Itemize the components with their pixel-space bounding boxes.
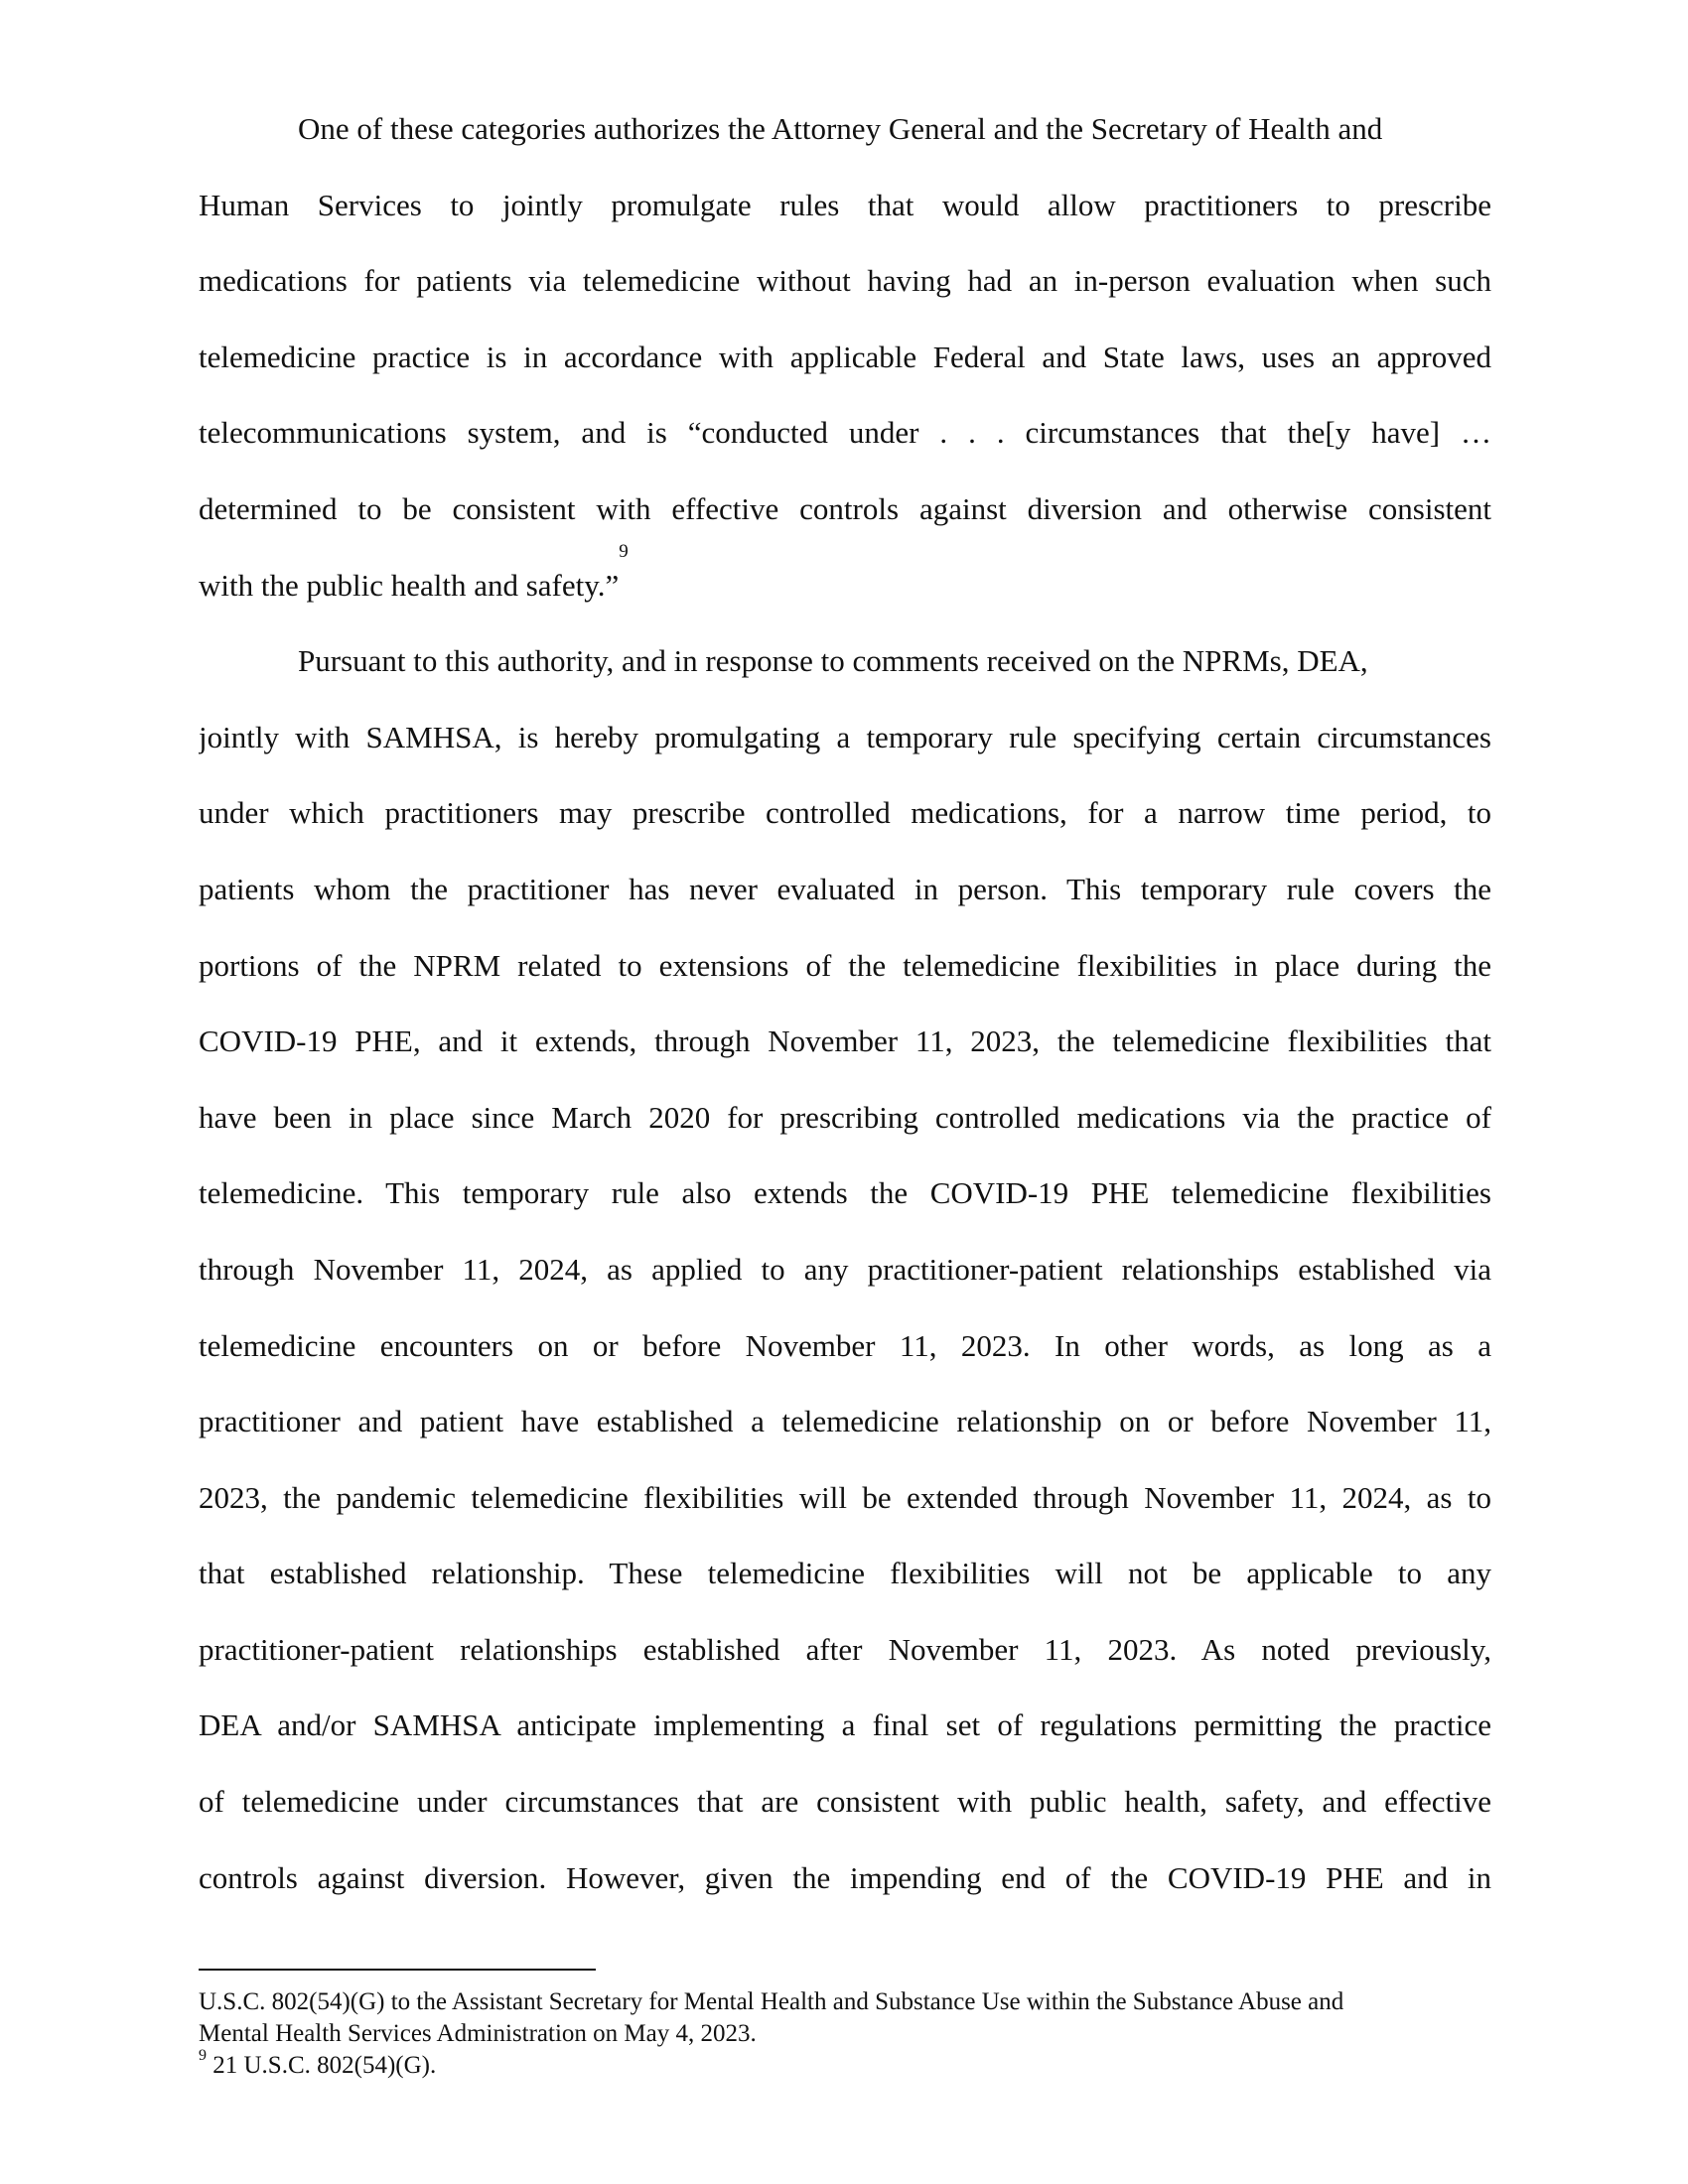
text-line: patients whom the practitioner has never evaluated in person. This temporary rule covers the: [199, 871, 1491, 906]
footnote-reference: 9: [619, 540, 629, 562]
footnote-separator: [199, 1969, 596, 1971]
text-line: Pursuant to this authority, and in response to comments received on the NPRMs, DEA,: [298, 643, 1368, 679]
text-line: Human Services to jointly promulgate rules that would allow practitioners to prescribe: [199, 187, 1491, 222]
text-line: medications for patients via telemedicine without having had an in-person evaluation when such: [199, 263, 1491, 299]
text-line: practitioner-patient relationships established after November 11, 2023. As noted previously,: [199, 1631, 1491, 1667]
text-line: telemedicine. This temporary rule also extends the COVID-19 PHE telemedicine flexibilities: [199, 1175, 1491, 1211]
footnote-mark: 9: [199, 2047, 207, 2064]
footnote-9: [199, 2047, 1491, 2082]
text-line: telemedicine practice is in accordance with applicable Federal and State laws, uses an approved: [199, 339, 1491, 374]
text-line-content: with the public health and safety.”: [199, 567, 620, 603]
text-line: that established relationship. These telemedicine flexibilities will not be applicable to any: [199, 1556, 1491, 1591]
text-line: portions of the NPRM related to extensions of the telemedicine flexibilities in place during the: [199, 947, 1491, 983]
text-line: telemedicine encounters on or before November 11, 2023. In other words, as long as a: [199, 1327, 1491, 1363]
text-line: 2023, the pandemic telemedicine flexibilities will be extended through November 11, 2024, as to: [199, 1479, 1491, 1515]
text-line: telecommunications system, and is “conducted under . . . circumstances that the[y have] …: [199, 415, 1491, 451]
text-line: through November 11, 2024, as applied to any practitioner-patient relationships established via: [199, 1251, 1491, 1287]
text-line: under which practitioners may prescribe controlled medications, for a narrow time period, to: [199, 795, 1491, 831]
text-line: [199, 540, 1491, 624]
footnote-text: 21 U.S.C. 802(54)(G).: [207, 2052, 437, 2079]
body-text: [199, 91, 1491, 1916]
text-line: practitioner and patient have established a telemedicine relationship on or before November 11,: [199, 1404, 1491, 1439]
text-line: DEA and/or SAMHSA anticipate implementing a final set of regulations permitting the practice: [199, 1707, 1491, 1743]
footnotes: [199, 1986, 1491, 2082]
footnote-continued-line: Mental Health Services Administration on May 4, 2023.: [199, 2020, 757, 2047]
text-line: jointly with SAMHSA, is hereby promulgating a temporary rule specifying certain circumstances: [199, 719, 1491, 754]
text-line: controls against diversion. However, given the impending end of the COVID-19 PHE and in: [199, 1859, 1491, 1895]
text-line: determined to be consistent with effective controls against diversion and otherwise consistent: [199, 490, 1491, 526]
text-line: COVID-19 PHE, and it extends, through November 11, 2023, the telemedicine flexibilities that: [199, 1024, 1491, 1059]
footnote-continued-line: U.S.C. 802(54)(G) to the Assistant Secretary for Mental Health and Substance Use within the Substance Abuse and: [199, 1988, 1344, 2015]
text-line: One of these categories authorizes the Attorney General and the Secretary of Health and: [298, 111, 1383, 146]
text-line: of telemedicine under circumstances that are consistent with public health, safety, and effective: [199, 1784, 1491, 1820]
text-line: have been in place since March 2020 for prescribing controlled medications via the practice of: [199, 1099, 1491, 1135]
